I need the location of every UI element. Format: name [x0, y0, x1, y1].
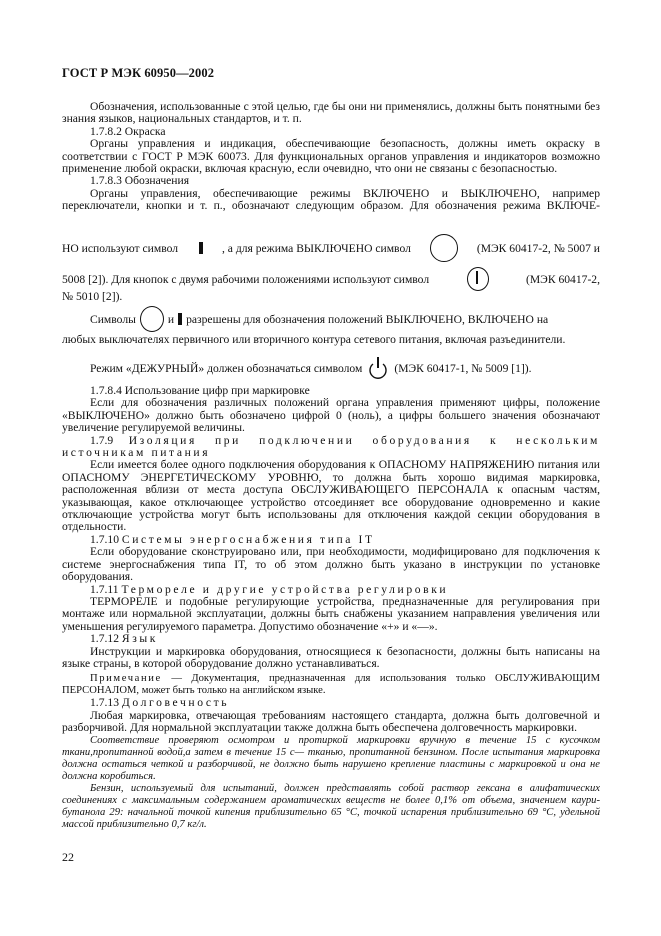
off-symbol-icon [140, 306, 164, 332]
subsection-heading: 1.7.8.4 Использование цифр при маркировке [90, 384, 310, 397]
paragraph: Если для обозначения различных положений органа управления применяют цифры, положение «ВЫКЛЮЧЕНО» должно быть обозначено цифрой 0 (ноль), а цифры большего значения обозначают увеличение регулируемой величины. [62, 396, 600, 435]
text: НО используют символ [62, 241, 179, 255]
off-symbol-icon [430, 234, 458, 262]
subsection-heading: 1.7.8.2 Окраска [90, 124, 166, 138]
section-title: Язык [121, 632, 159, 646]
section-title: Системы энергоснабжения типа IT [121, 532, 375, 546]
text: (МЭК 60417-1, № 5009 [1]). [394, 361, 532, 375]
paragraph: Если имеется более одного подключения оборудования к ОПАСНОМУ НАПРЯЖЕНИЮ питания или ОПАСНОМУ ЭНЕРГЕТИЧЕСКОМУ УРОВНЮ, то должна быть хорошо видимая маркировка, расположенная вблизи от места доступа ОБСЛУЖИВАЮЩЕГО ПЕРСОНАЛА к опасным частям, указывающая, какое отключающее устройство отсоединяет все оборудование одновременно и какие отключающие устройства могут быть использованы для отключения каждой секции оборудования в отдельности. [62, 458, 600, 534]
symbol-line-3: № 5010 [2]). [62, 290, 123, 303]
standby-symbol-icon [366, 356, 390, 380]
section-number: 1.7.9 [90, 433, 114, 447]
subsection-heading: 1.7.8.3 Обозначения [90, 174, 190, 188]
text: разрешены для обозначения положений ВЫКЛЮЧЕНО, ВКЛЮЧЕНО на [186, 312, 549, 326]
section-number: 1.7.13 [90, 696, 119, 710]
section-title: Термореле и другие устройства регулировки [121, 582, 449, 596]
on-off-push-symbol-icon [467, 267, 489, 291]
page-number: 22 [62, 850, 74, 864]
paragraph: ТЕРМОРЕЛЕ и подобные регулирующие устройства, предназначенные для регулирования при монтаже или нормальной эксплуатации, должны быть снабжены указанием направления увеличения или уменьшения регулируемого параметра. Допустимо обозначение «+» и «—». [62, 594, 600, 633]
text: Символы [90, 312, 136, 326]
standby-line [62, 356, 600, 380]
text: 5008 [2]). Для кнопок с двумя рабочими положениями используют символ [62, 272, 430, 286]
section-heading [62, 435, 600, 460]
note-label: Примечание [90, 673, 162, 685]
symbol-line-5: любых выключателях первичного или вторичного контура сетевого питания, включая разъединители. [62, 333, 566, 346]
main-text-block [62, 385, 600, 831]
paragraph: Если оборудование сконструировано или, при необходимости, модифицировано для подключения к системе энергоснабжения типа IT, то об этом должно быть указано в инструкции по установке оборудования. [62, 545, 600, 584]
note-text: — Документация, предназначенная для использования только ОБСЛУЖИВАЮЩИМ ПЕРСОНАЛОМ, может быть только на английском языке. [62, 673, 600, 697]
symbol-line-2 [62, 267, 600, 291]
note [62, 673, 600, 697]
section-heading [62, 697, 600, 709]
symbol-line-4 [62, 306, 600, 332]
section-heading [62, 633, 600, 645]
paragraph: Обозначения, использованные с этой целью, где бы они ни применялись, должны быть понятными без знания языков, национальных стандартов, и т. п. [62, 100, 600, 126]
paragraph: Органы управления и индикация, обеспечивающие безопасность, должны иметь окраску в соответствии с ГОСТ Р МЭК 60073. Для функциональных органов управления и индикаторов возможно применение любой окраски, включая красную, если очевидно, что они не связаны с безопасностью. [62, 137, 600, 176]
section-number: 1.7.12 [90, 632, 119, 646]
text: (МЭК 60417-2, № 5007 и [476, 241, 600, 255]
section-title: Изоляция при подключении оборудования к нескольким источникам питания [62, 433, 600, 460]
paragraph: Инструкции и маркировка оборудования, относящиеся к безопасности, должны быть написаны на языке страны, в которой оборудование должно устанавливаться. [62, 644, 600, 670]
compliance-paragraph: Бензин, используемый для испытаний, должен представлять собой раствор гексана в алифатических соединениях с максимальным содержанием ароматических веществ не более 0,1% от объема, значением каури-бутанола 29: начальной точкой кипения приблизительно 65 °С, точкой испарения приблизительно 69 °С, удельной массой приблизительно 0,7 кг/л. [62, 782, 600, 830]
text: Режим «ДЕЖУРНЫЙ» должен обозначаться символом [90, 361, 363, 375]
section-number: 1.7.11 [90, 582, 119, 596]
page-header: ГОСТ Р МЭК 60950—2002 [62, 66, 215, 80]
top-text-block [62, 101, 600, 213]
section-number: 1.7.10 [90, 532, 119, 546]
section-title: Долговечность [121, 696, 230, 710]
text: (МЭК 60417-2, [526, 272, 600, 286]
paragraph: Любая маркировка, отвечающая требованиям настоящего стандарта, должна быть долговечной и разборчивой. Для нормальной эксплуатации также должна быть обеспечена долговечность маркировки. [62, 708, 600, 735]
paragraph: Органы управления, обеспечивающие режимы ВКЛЮЧЕНО и ВЫКЛЮЧЕНО, например переключатели, кнопки и т. п., обозначают следующим образом. Для обозначения режима ВКЛЮЧЕ- [62, 186, 600, 213]
symbol-line-1 [62, 234, 600, 262]
text: и [167, 312, 175, 326]
text: , а для режима ВЫКЛЮЧЕНО символ [221, 241, 411, 255]
on-symbol-icon [178, 313, 182, 325]
on-symbol-icon [199, 242, 203, 254]
compliance-paragraph: Соответствие проверяют осмотром и протиркой маркировки вручную в течение 15 с кусочком ткани,пропитанной водой,а затем в течение 15 с— тканью, пропитанной бензином. После испытания маркировка должна остаться четкой и разборчивой, не должно быть нарушено крепление пластины с маркировкой и она не должна коробиться. [62, 734, 600, 782]
